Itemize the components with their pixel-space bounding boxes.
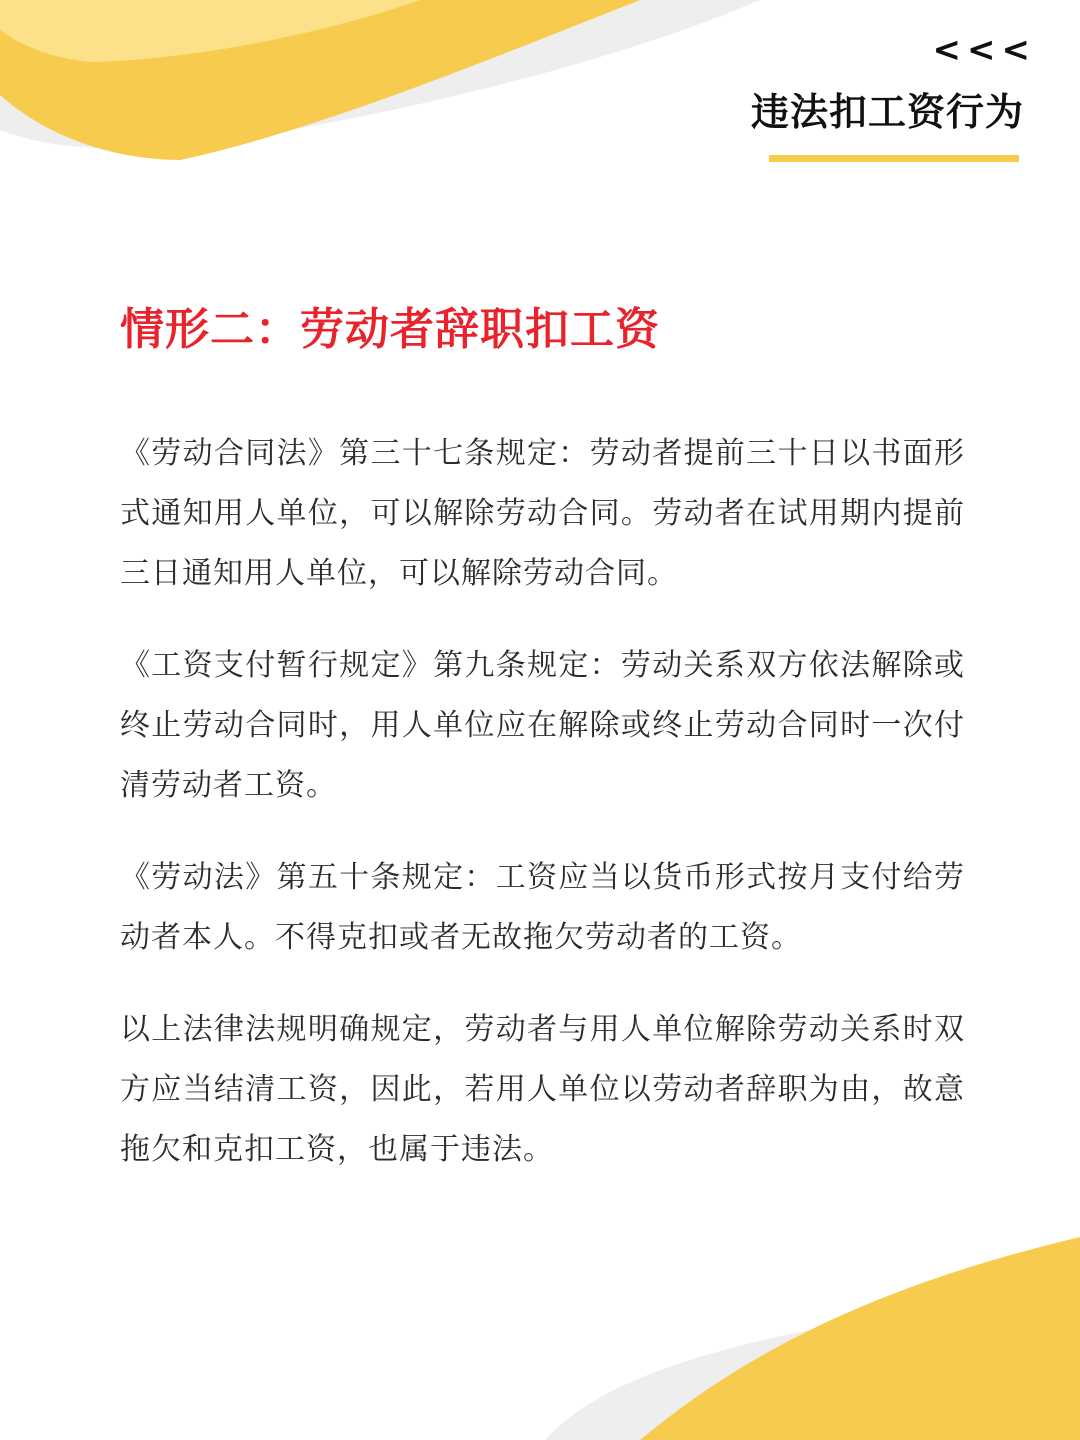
bottom-yellow-swoosh bbox=[640, 1237, 1080, 1440]
paragraph-wage-payment-provisions: 《工资支付暂行规定》第九条规定：劳动关系双方依法解除或终止劳动合同时，用人单位应在解除或终止劳动合同时一次付清劳动者工资。 bbox=[120, 648, 965, 803]
header-underline bbox=[769, 155, 1019, 162]
paragraph-conclusion: 以上法律法规明确规定，劳动者与用人单位解除劳动关系时双方应当结清工资，因此，若用人单位以劳动者辞职为由，故意拖欠和克扣工资，也属于违法。 bbox=[120, 1012, 965, 1167]
paragraph-labor-contract-law: 《劳动合同法》第三十七条规定：劳动者提前三十日以书面形式通知用人单位，可以解除劳动合同。劳动者在试用期内提前三日通知用人单位，可以解除劳动合同。 bbox=[120, 436, 965, 591]
header-title: 违法扣工资行为 bbox=[750, 90, 1024, 134]
article-body bbox=[120, 424, 965, 1212]
nav-chevrons-icon: <<< bbox=[932, 30, 1036, 70]
section-heading: 情形二：劳动者辞职扣工资 bbox=[120, 304, 660, 355]
paragraph-labor-law: 《劳动法》第五十条规定：工资应当以货币形式按月支付给劳动者本人。不得克扣或者无故拖欠劳动者的工资。 bbox=[120, 860, 965, 955]
